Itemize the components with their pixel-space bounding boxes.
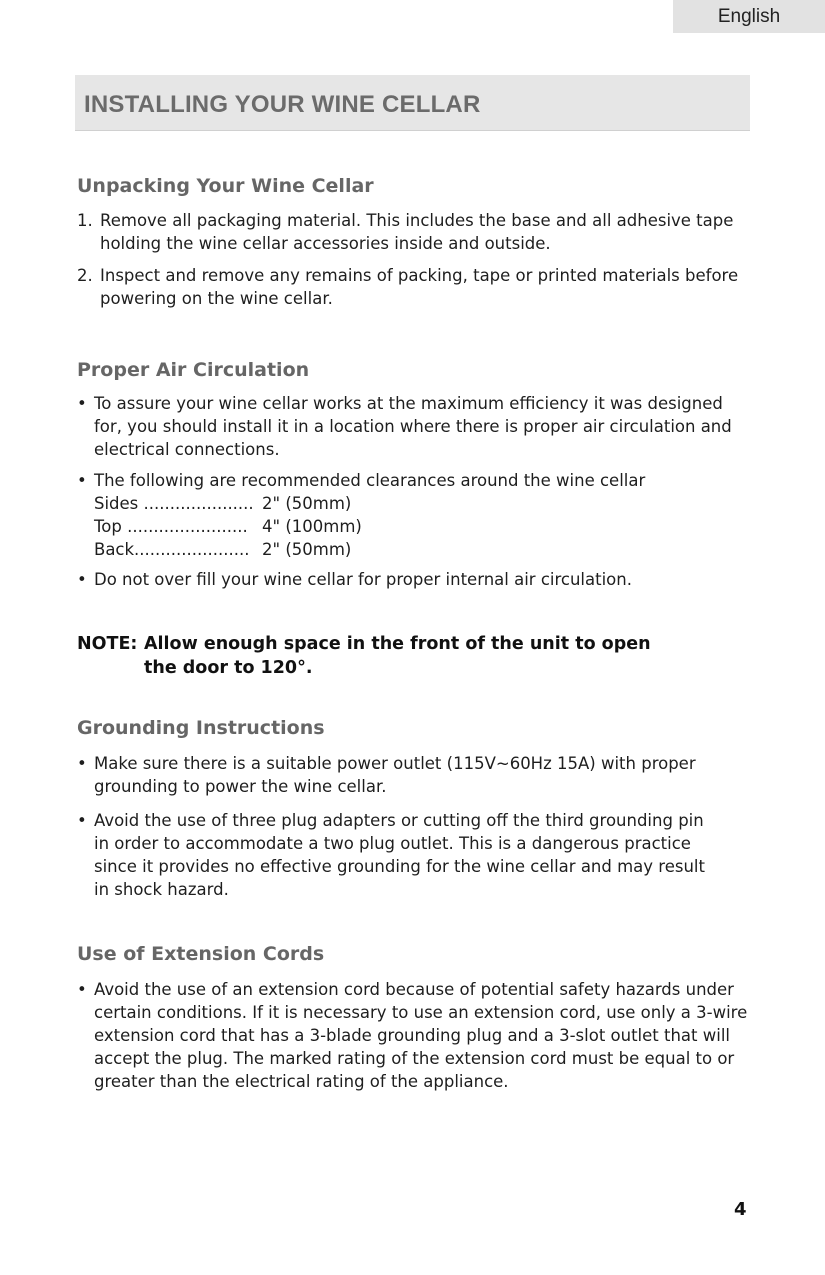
bullet: • (77, 394, 87, 413)
list-item (77, 809, 717, 901)
note-block (77, 632, 664, 680)
section-banner (75, 75, 750, 131)
bullet: • (77, 471, 87, 490)
heading-unpacking: Unpacking Your Wine Cellar (77, 175, 374, 197)
list-text: Avoid the use of an extension cord because of potential safety hazards under certain conditions. If it is necessary to use an extension cord, use only a 3-wire extension cord that has a 3-blade grounding plug and a 3-slot outlet that will accept the plug. The marked rating of the extension cord must be equal to or greater than the electrical rating of the appliance. (94, 980, 748, 1091)
list-text: Make sure there is a suitable power outlet (115V~60Hz 15A) with proper grounding to power the wine cellar. (94, 754, 696, 796)
clearance-row (94, 515, 747, 538)
clearance-label: Sides ..................... (94, 494, 254, 513)
list-item (77, 392, 747, 461)
clearance-row (94, 492, 747, 515)
clearance-label: Back...................... (94, 540, 250, 559)
list-item (77, 568, 747, 591)
clearance-label: Top ....................... (94, 517, 248, 536)
list-text (77, 469, 747, 561)
clearance-value: 4" (100mm) (262, 517, 362, 536)
list-text: Inspect and remove any remains of packing, tape or printed materials before powering on the wine cellar. (100, 266, 739, 308)
bullet: • (77, 570, 87, 589)
note-text: Allow enough space in the front of the unit to open the door to 120°. (144, 634, 651, 678)
language-tab[interactable]: English (673, 0, 825, 33)
note-label: NOTE: (77, 634, 138, 654)
clearance-value: 2" (50mm) (262, 540, 352, 559)
list-item (77, 209, 747, 255)
clearance-value: 2" (50mm) (262, 494, 352, 513)
list-text: Do not over fill your wine cellar for proper internal air circulation. (94, 570, 632, 589)
clearances-intro: The following are recommended clearances around the wine cellar (94, 471, 646, 490)
bullet: • (77, 980, 87, 999)
page-number: 4 (734, 1199, 747, 1220)
list-text: To assure your wine cellar works at the maximum efficiency it was designed for, you should install it in a location where there is proper air circulation and electrical connections. (94, 394, 732, 459)
list-marker: 2. (77, 266, 93, 285)
heading-extension-cords: Use of Extension Cords (77, 943, 325, 965)
bullet: • (77, 811, 87, 830)
heading-grounding: Grounding Instructions (77, 717, 325, 739)
heading-air-circulation: Proper Air Circulation (77, 359, 310, 381)
list-text: Avoid the use of three plug adapters or cutting off the third grounding pin in order to accommodate a two plug outlet. This is a dangerous practice since it provides no effective grounding for the wine cellar and may result in shock hazard. (94, 811, 705, 899)
page-title: INSTALLING YOUR WINE CELLAR (84, 91, 481, 118)
list-marker: 1. (77, 211, 93, 230)
list-text: Remove all packaging material. This includes the base and all adhesive tape holding the wine cellar accessories inside and outside. (100, 211, 734, 253)
list-item (77, 264, 747, 310)
list-item (77, 469, 747, 561)
list-item (77, 978, 757, 1093)
bullet: • (77, 754, 87, 773)
clearance-row (94, 538, 747, 561)
list-item (77, 752, 747, 798)
